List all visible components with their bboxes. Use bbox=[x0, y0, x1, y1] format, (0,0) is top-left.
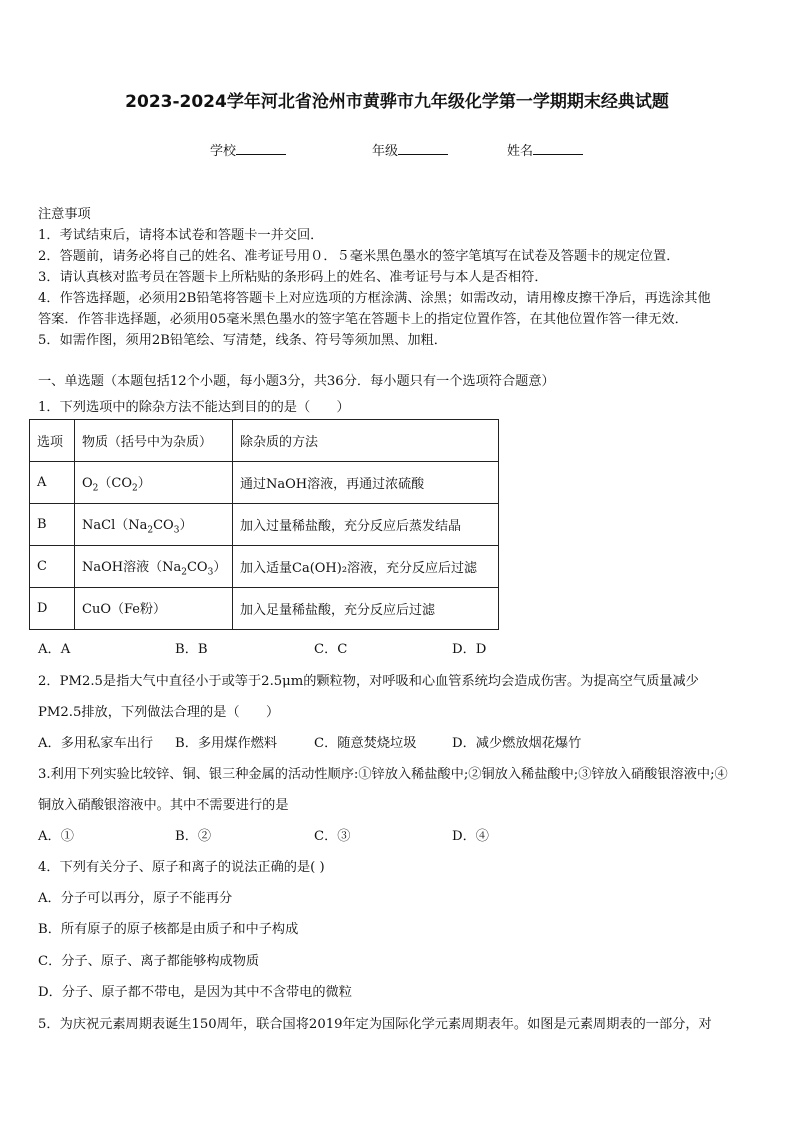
q2-option-c[interactable]: C．随意焚烧垃圾 bbox=[314, 736, 417, 751]
q4-option-c[interactable]: C．分子、原子、离子都能够构成物质 bbox=[38, 954, 260, 969]
q2-option-a[interactable]: A．多用私家车出行 bbox=[38, 736, 154, 751]
method-cell: 加入过量稀盐酸，充分反应后蒸发结晶 bbox=[233, 504, 499, 546]
q4-option-d[interactable]: D．分子、原子都不带电，是因为其中不含带电的微粒 bbox=[38, 985, 352, 1000]
option-cell: C bbox=[30, 546, 75, 588]
name-blank[interactable] bbox=[533, 141, 583, 155]
table-row bbox=[30, 462, 499, 504]
question-3-stem: 铜放入硝酸银溶液中。其中不需要进行的是 bbox=[38, 798, 289, 813]
student-info-fields bbox=[0, 140, 794, 160]
table-row bbox=[30, 504, 499, 546]
grade-field bbox=[372, 140, 448, 159]
notice-item: 3．请认真核对监考员在答题卡上所粘贴的条形码上的姓名、准考证号与本人是否相符． bbox=[38, 270, 548, 285]
question-1-stem: 1．下列选项中的除杂方法不能达到目的的是（ ） bbox=[38, 400, 350, 415]
notice-item: 2．答题前，请务必将自己的姓名、准考证号用０．５毫米黑色墨水的签字笔填写在试卷及答题卡的规定位置． bbox=[38, 249, 680, 264]
name-field bbox=[507, 140, 583, 159]
section-heading: 一、单选题（本题包括12个小题，每小题3分，共36分．每小题只有一个选项符合题意） bbox=[38, 374, 555, 389]
school-label: 学校 bbox=[210, 144, 237, 159]
question-2-stem: 2．PM2.5是指大气中直径小于或等于2.5μm的颗粒物，对呼吸和心血管系统均会造成伤害。为提高空气质量减少 bbox=[38, 674, 699, 689]
table-row bbox=[30, 546, 499, 588]
q1-option-a[interactable]: A．A bbox=[38, 642, 71, 657]
question-4-stem: 4．下列有关分子、原子和离子的说法正确的是( ) bbox=[38, 860, 325, 875]
school-field bbox=[210, 140, 286, 159]
substance-cell: NaOH溶液$(Na_2CO_3)$ bbox=[75, 546, 233, 588]
substance-cell: CuO（Fe粉） bbox=[75, 588, 233, 630]
q1-option-c[interactable]: C．C bbox=[314, 642, 348, 657]
option-cell: A bbox=[30, 462, 75, 504]
q3-option-c[interactable]: C．③ bbox=[314, 829, 351, 844]
page-title: 2023-2024学年河北省沧州市黄骅市九年级化学第一学期期末经典试题 bbox=[125, 92, 669, 112]
question-5-stem: 5．为庆祝元素周期表诞生150周年，联合国将2019年定为国际化学元素周期表年。如图是元素周期表的一部分，对 bbox=[38, 1017, 712, 1032]
table-header-cell: 除杂质的方法 bbox=[233, 420, 499, 462]
q1-option-b[interactable]: B．B bbox=[175, 642, 208, 657]
option-cell: D bbox=[30, 588, 75, 630]
q4-option-b[interactable]: B．所有原子的原子核都是由质子和中子构成 bbox=[38, 922, 299, 937]
q3-option-b[interactable]: B．② bbox=[175, 829, 212, 844]
q4-option-a[interactable]: A．分子可以再分，原子不能再分 bbox=[38, 891, 233, 906]
q3-option-a[interactable]: A．① bbox=[38, 829, 74, 844]
substance-cell: $O_2(CO_2)$ bbox=[75, 462, 233, 504]
option-cell: B bbox=[30, 504, 75, 546]
method-cell: 通过NaOH溶液，再通过浓硫酸 bbox=[233, 462, 499, 504]
question-2-stem: PM2.5排放，下列做法合理的是（ ） bbox=[38, 705, 280, 720]
method-cell: 加入适量Ca(OH)₂溶液，充分反应后过滤 bbox=[233, 546, 499, 588]
table-header-row bbox=[30, 420, 499, 462]
q1-table bbox=[29, 419, 499, 630]
table-header-cell: 物质（括号中为杂质） bbox=[75, 420, 233, 462]
substance-cell: $NaCl(Na_2CO_3)$ bbox=[75, 504, 233, 546]
q1-option-d[interactable]: D．D bbox=[452, 642, 487, 657]
q2-option-d[interactable]: D．减少燃放烟花爆竹 bbox=[452, 736, 582, 751]
notice-item: 5．如需作图，须用2B铅笔绘、写清楚，线条、符号等须加黑、加粗． bbox=[38, 333, 447, 348]
table-row bbox=[30, 588, 499, 630]
method-cell: 加入足量稀盐酸，充分反应后过滤 bbox=[233, 588, 499, 630]
name-label: 姓名 bbox=[507, 144, 534, 159]
grade-blank[interactable] bbox=[398, 141, 448, 155]
notice-heading: 注意事项 bbox=[38, 207, 91, 222]
notice-item: 4．作答选择题，必须用2B铅笔将答题卡上对应选项的方框涂满、涂黑；如需改动，请用橡皮擦干净后，再选涂其他 bbox=[38, 291, 711, 306]
notice-item: 1．考试结束后，请将本试卷和答题卡一并交回． bbox=[38, 228, 324, 243]
grade-label: 年级 bbox=[372, 144, 399, 159]
q3-option-d[interactable]: D．④ bbox=[452, 829, 489, 844]
school-blank[interactable] bbox=[236, 141, 286, 155]
table-header-cell: 选项 bbox=[30, 420, 75, 462]
notice-item: 答案．作答非选择题，必须用05毫米黑色墨水的签字笔在答题卡上的指定位置作答，在其他位置作答一律无效． bbox=[38, 312, 688, 327]
q2-option-b[interactable]: B．多用煤作燃料 bbox=[175, 736, 278, 751]
question-3-stem: 3.利用下列实验比较锌、铜、银三种金属的活动性顺序:①锌放入稀盐酸中;②铜放入稀盐酸中;③锌放入硝酸银溶液中;④ bbox=[38, 767, 728, 782]
